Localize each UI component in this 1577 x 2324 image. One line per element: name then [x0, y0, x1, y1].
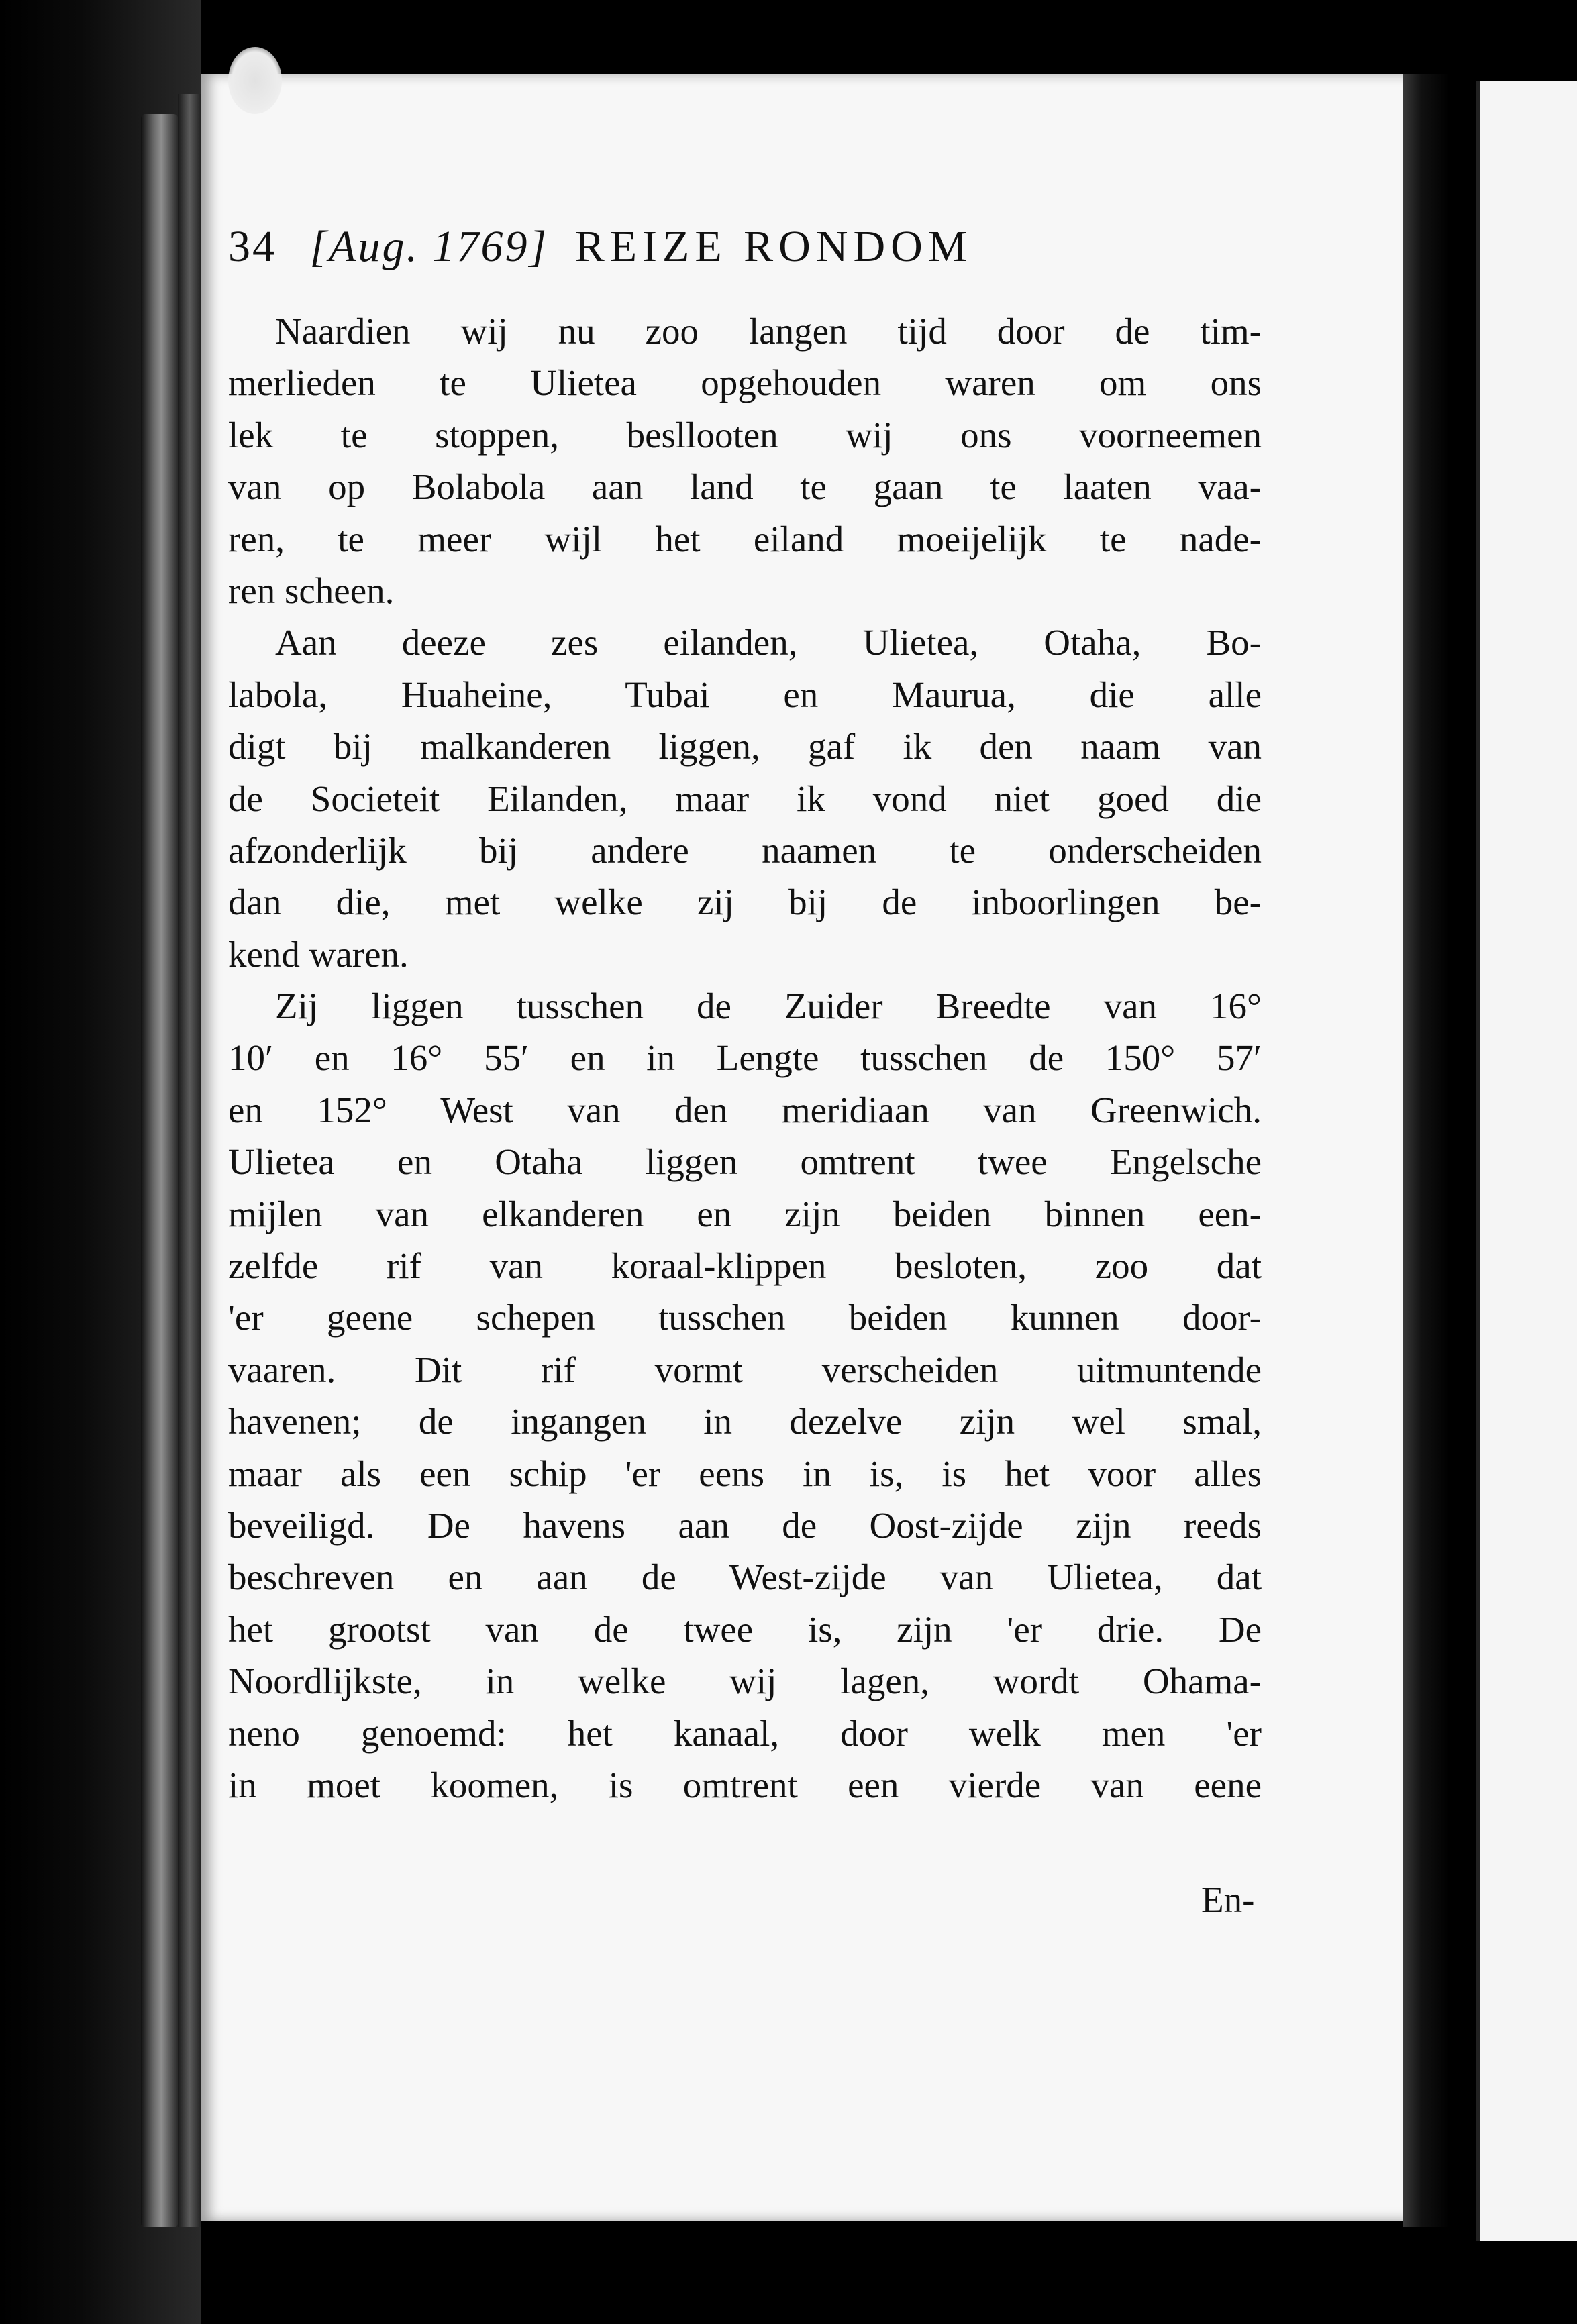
facing-page-edge: [1476, 81, 1577, 2241]
text-line: maar als een schip 'er eens in is, is het voor alles: [228, 1452, 1262, 1494]
text-line: beschreven en aan de West-zijde van Ulietea, dat: [228, 1556, 1262, 1598]
text-line: dan die, met welke zij bij de inboorlingen be-: [228, 882, 1262, 923]
text-line: beveiligd. De havens aan de Oost-zijde zijn reeds: [228, 1504, 1262, 1546]
body-text: [228, 305, 1262, 1811]
date-bracket: [Aug. 1769]: [309, 222, 549, 271]
text-line: Ulietea en Otaha liggen omtrent twee Engelsche: [228, 1141, 1262, 1183]
running-header: [228, 221, 1262, 272]
text-line: ren, te meer wijl het eiland moeijelijk te nade-: [228, 518, 1262, 560]
text-line: Naardien wij nu zoo langen tijd door de tim-: [275, 311, 1262, 352]
text-line: zelfde rif van koraal-klippen besloten, zoo dat: [228, 1245, 1262, 1287]
text-line: labola, Huaheine, Tubai en Maurua, die alle: [228, 674, 1262, 715]
page-number: 34: [228, 222, 276, 271]
text-line: havenen; de ingangen in dezelve zijn wel smal,: [228, 1401, 1262, 1442]
text-line: het grootst van de twee is, zijn 'er drie. De: [228, 1608, 1262, 1650]
text-line: neno genoemd: het kanaal, door welk men 'er: [228, 1712, 1262, 1754]
text-line: ren scheen.: [228, 570, 395, 611]
text-line: van op Bolabola aan land te gaan te laaten vaa-: [228, 466, 1262, 508]
text-line: 10′ en 16° 55′ en in Lengte tusschen de 150° 57′: [228, 1037, 1262, 1079]
text-line: Noordlijkste, in welke wij lagen, wordt Ohama-: [228, 1660, 1262, 1702]
text-line: mijlen van elkanderen en zijn beiden binnen een-: [228, 1193, 1262, 1234]
text-line: Aan deeze zes eilanden, Ulietea, Otaha, Bo-: [275, 622, 1262, 664]
text-line: vaaren. Dit rif vormt verscheiden uitmuntende: [228, 1349, 1262, 1390]
gutter-shadow: [1403, 74, 1449, 2227]
text-line: lek te stoppen, besllooten wij ons voorneemen: [228, 414, 1262, 456]
text-line: de Societeit Eilanden, maar ik vond niet goed die: [228, 778, 1262, 819]
text-line: 'er geene schepen tusschen beiden kunnen door-: [228, 1297, 1262, 1338]
text-line: kend waren.: [228, 933, 409, 975]
book-page-edges: [141, 114, 178, 2227]
text-line: digt bij malkanderen liggen, gaf ik den naam van: [228, 726, 1262, 768]
paper-stain: [228, 47, 282, 114]
text-line: merlieden te Ulietea opgehouden waren om ons: [228, 362, 1262, 404]
catchword: En-: [1201, 1879, 1255, 1920]
text-line: Zij liggen tusschen de Zuider Breedte van 16°: [275, 986, 1262, 1027]
text-line: in moet koomen, is omtrent een vierde van eene: [228, 1764, 1262, 1805]
running-title: REIZE RONDOM: [574, 222, 973, 271]
book-binding-edge: [178, 94, 201, 2227]
text-line: afzonderlijk bij andere naamen te onderscheiden: [228, 829, 1262, 871]
text-line: en 152° West van den meridiaan van Greenwich.: [228, 1089, 1262, 1130]
